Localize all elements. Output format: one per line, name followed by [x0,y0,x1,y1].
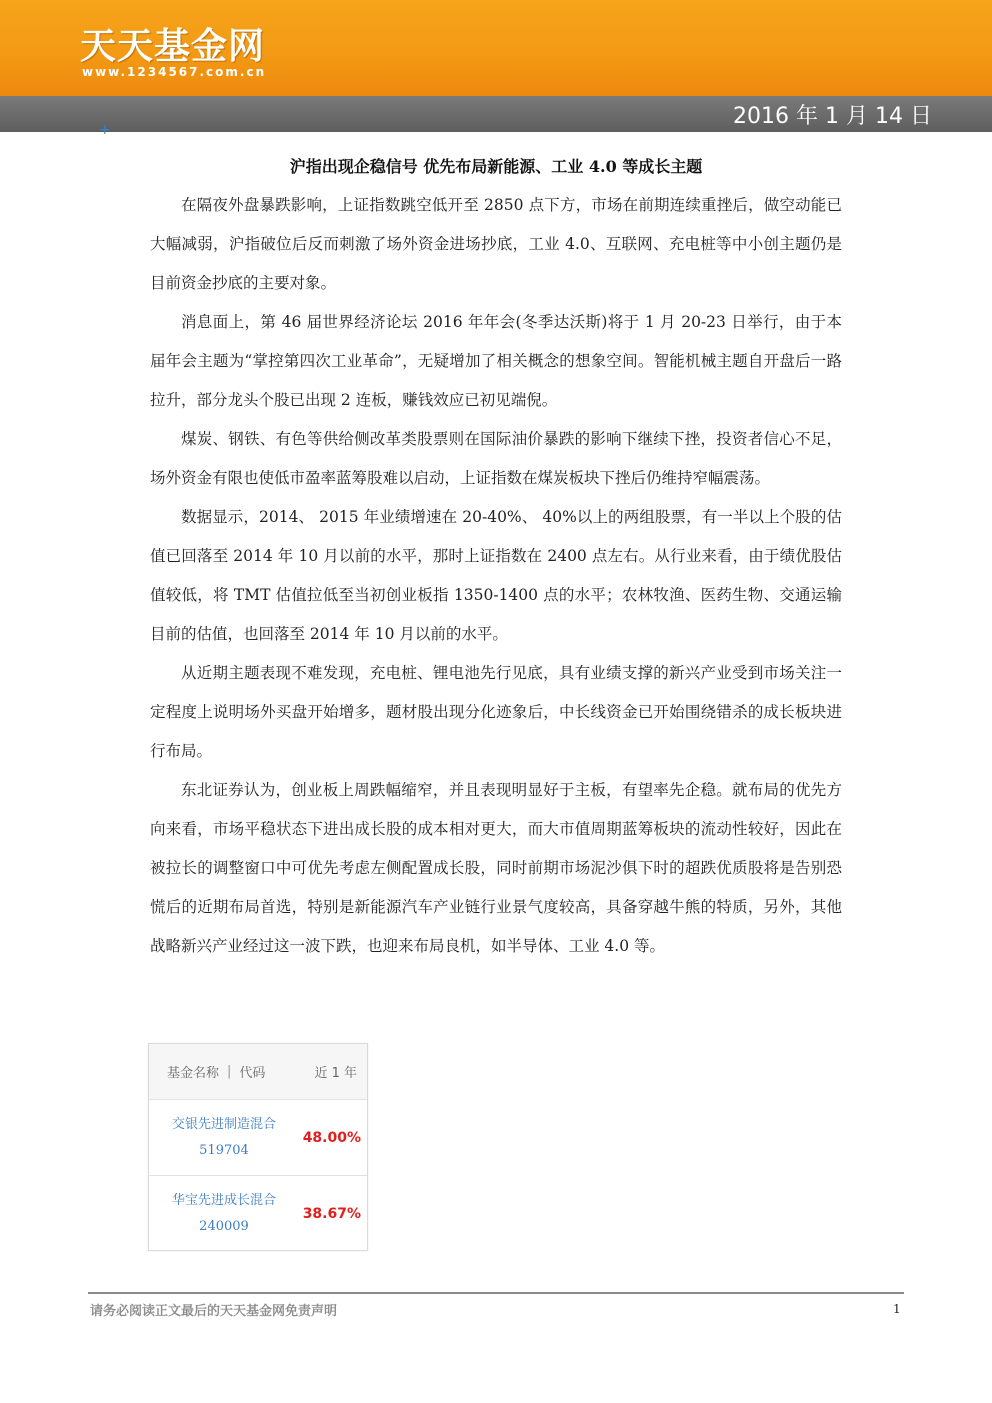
fund-row[interactable] [149,1176,367,1251]
paragraph: 从近期主题表现不难发现，充电桩、锂电池先行见底，具有业绩支撑的新兴产业受到市场关注一定程度上说明场外买盘开始增多，题材股出现分化迹象后，中长线资金已开始围绕错杀的成长板块进行布局。 [150,664,842,760]
footer-divider [88,1292,904,1294]
header-fund-name: 基金名称 [167,1066,220,1081]
fund-table-header [149,1044,367,1100]
paragraph: 消息面上，第 46 届世界经济论坛 2016 年年会(冬季达沃斯)将于 1 月 20-23 日举行，由于本届年会主题为“掌控第四次工业革命”，无疑增加了相关概念的想象空间。智能机械主题自开盘后一路拉升，部分龙头个股已出现 2 连板，赚钱效应已初见端倪。 [150,313,842,409]
paragraph: 数据显示，2014、 2015 年业绩增速在 20-40%、 40%以上的两组股票，有一半以上个股的估值已回落至 2014 年 10 月以前的水平，那时上证指数在 2400 点左右。从行业来看，由于绩优股估值较低，将 TMT 估值拉低至当初创业板指 1350-1400 点的水平；农林牧渔、医药生物、交通运输目前的估值，也回落至 2014 年 10 月以前的水平。 [150,508,842,643]
fund-name-link[interactable]: 交银先进制造混合 [171,1116,276,1132]
disclaimer-text: 请务必阅读正文最后的天天基金网免责声明 [90,1304,338,1319]
site-logo[interactable]: 天天基金网 [80,26,266,67]
report-date: 2016 年 1 月 14 日 [733,104,932,129]
page-number: 1 [893,1302,901,1316]
fund-info[interactable] [149,1112,299,1164]
header-separator: | [227,1064,232,1079]
header-fund-code: 代码 [239,1066,266,1081]
paragraph: 煤炭、钢铁、有色等供给侧改革类股票则在国际油价暴跌的影响下继续下挫，投资者信心不足，场外资金有限也使低市盈率蓝筹股难以启动，上证指数在煤炭板块下挫后仍维持窄幅震荡。 [150,430,842,487]
fund-return: 38.67% [302,1205,361,1222]
plus-icon: + [99,122,111,138]
paragraph: 在隔夜外盘暴跌影响，上证指数跳空低开至 2850 点下方，市场在前期连续重挫后，做空动能已大幅减弱，沪指破位后反而刺激了场外资金进场抄底，工业 4.0、互联网、充电桩等中小创主题仍是目前资金抄底的主要对象。 [150,196,842,292]
article-title: 沪指出现企稳信号 优先布局新能源、工业 4.0 等成长主题 [289,157,703,176]
fund-table [148,1043,368,1251]
site-url: www.1234567.com.cn [82,65,267,79]
fund-code[interactable]: 519704 [199,1142,249,1158]
fund-row[interactable] [149,1100,367,1176]
header-one-year: 近 1 年 [314,1066,357,1081]
article-body [150,186,842,966]
fund-code[interactable]: 240009 [199,1218,249,1234]
paragraph: 东北证券认为，创业板上周跌幅缩窄，并且表现明显好于主板，有望率先企稳。就布局的优先方向来看，市场平稳状态下进出成长股的成本相对更大，而大市值周期蓝筹板块的流动性较好，因此在被拉长的调整窗口中可优先考虑左侧配置成长股，同时前期市场泥沙俱下时的超跌优质股将是告别恐慌后的近期布局首选，特别是新能源汽车产业链行业景气度较高，具备穿越牛熊的特质，另外，其他战略新兴产业经过这一波下跌，也迎来布局良机，如半导体、工业 4.0 等。 [150,781,842,955]
fund-info[interactable] [149,1188,299,1240]
fund-return: 48.00% [302,1129,361,1146]
fund-name-link[interactable]: 华宝先进成长混合 [171,1192,276,1208]
